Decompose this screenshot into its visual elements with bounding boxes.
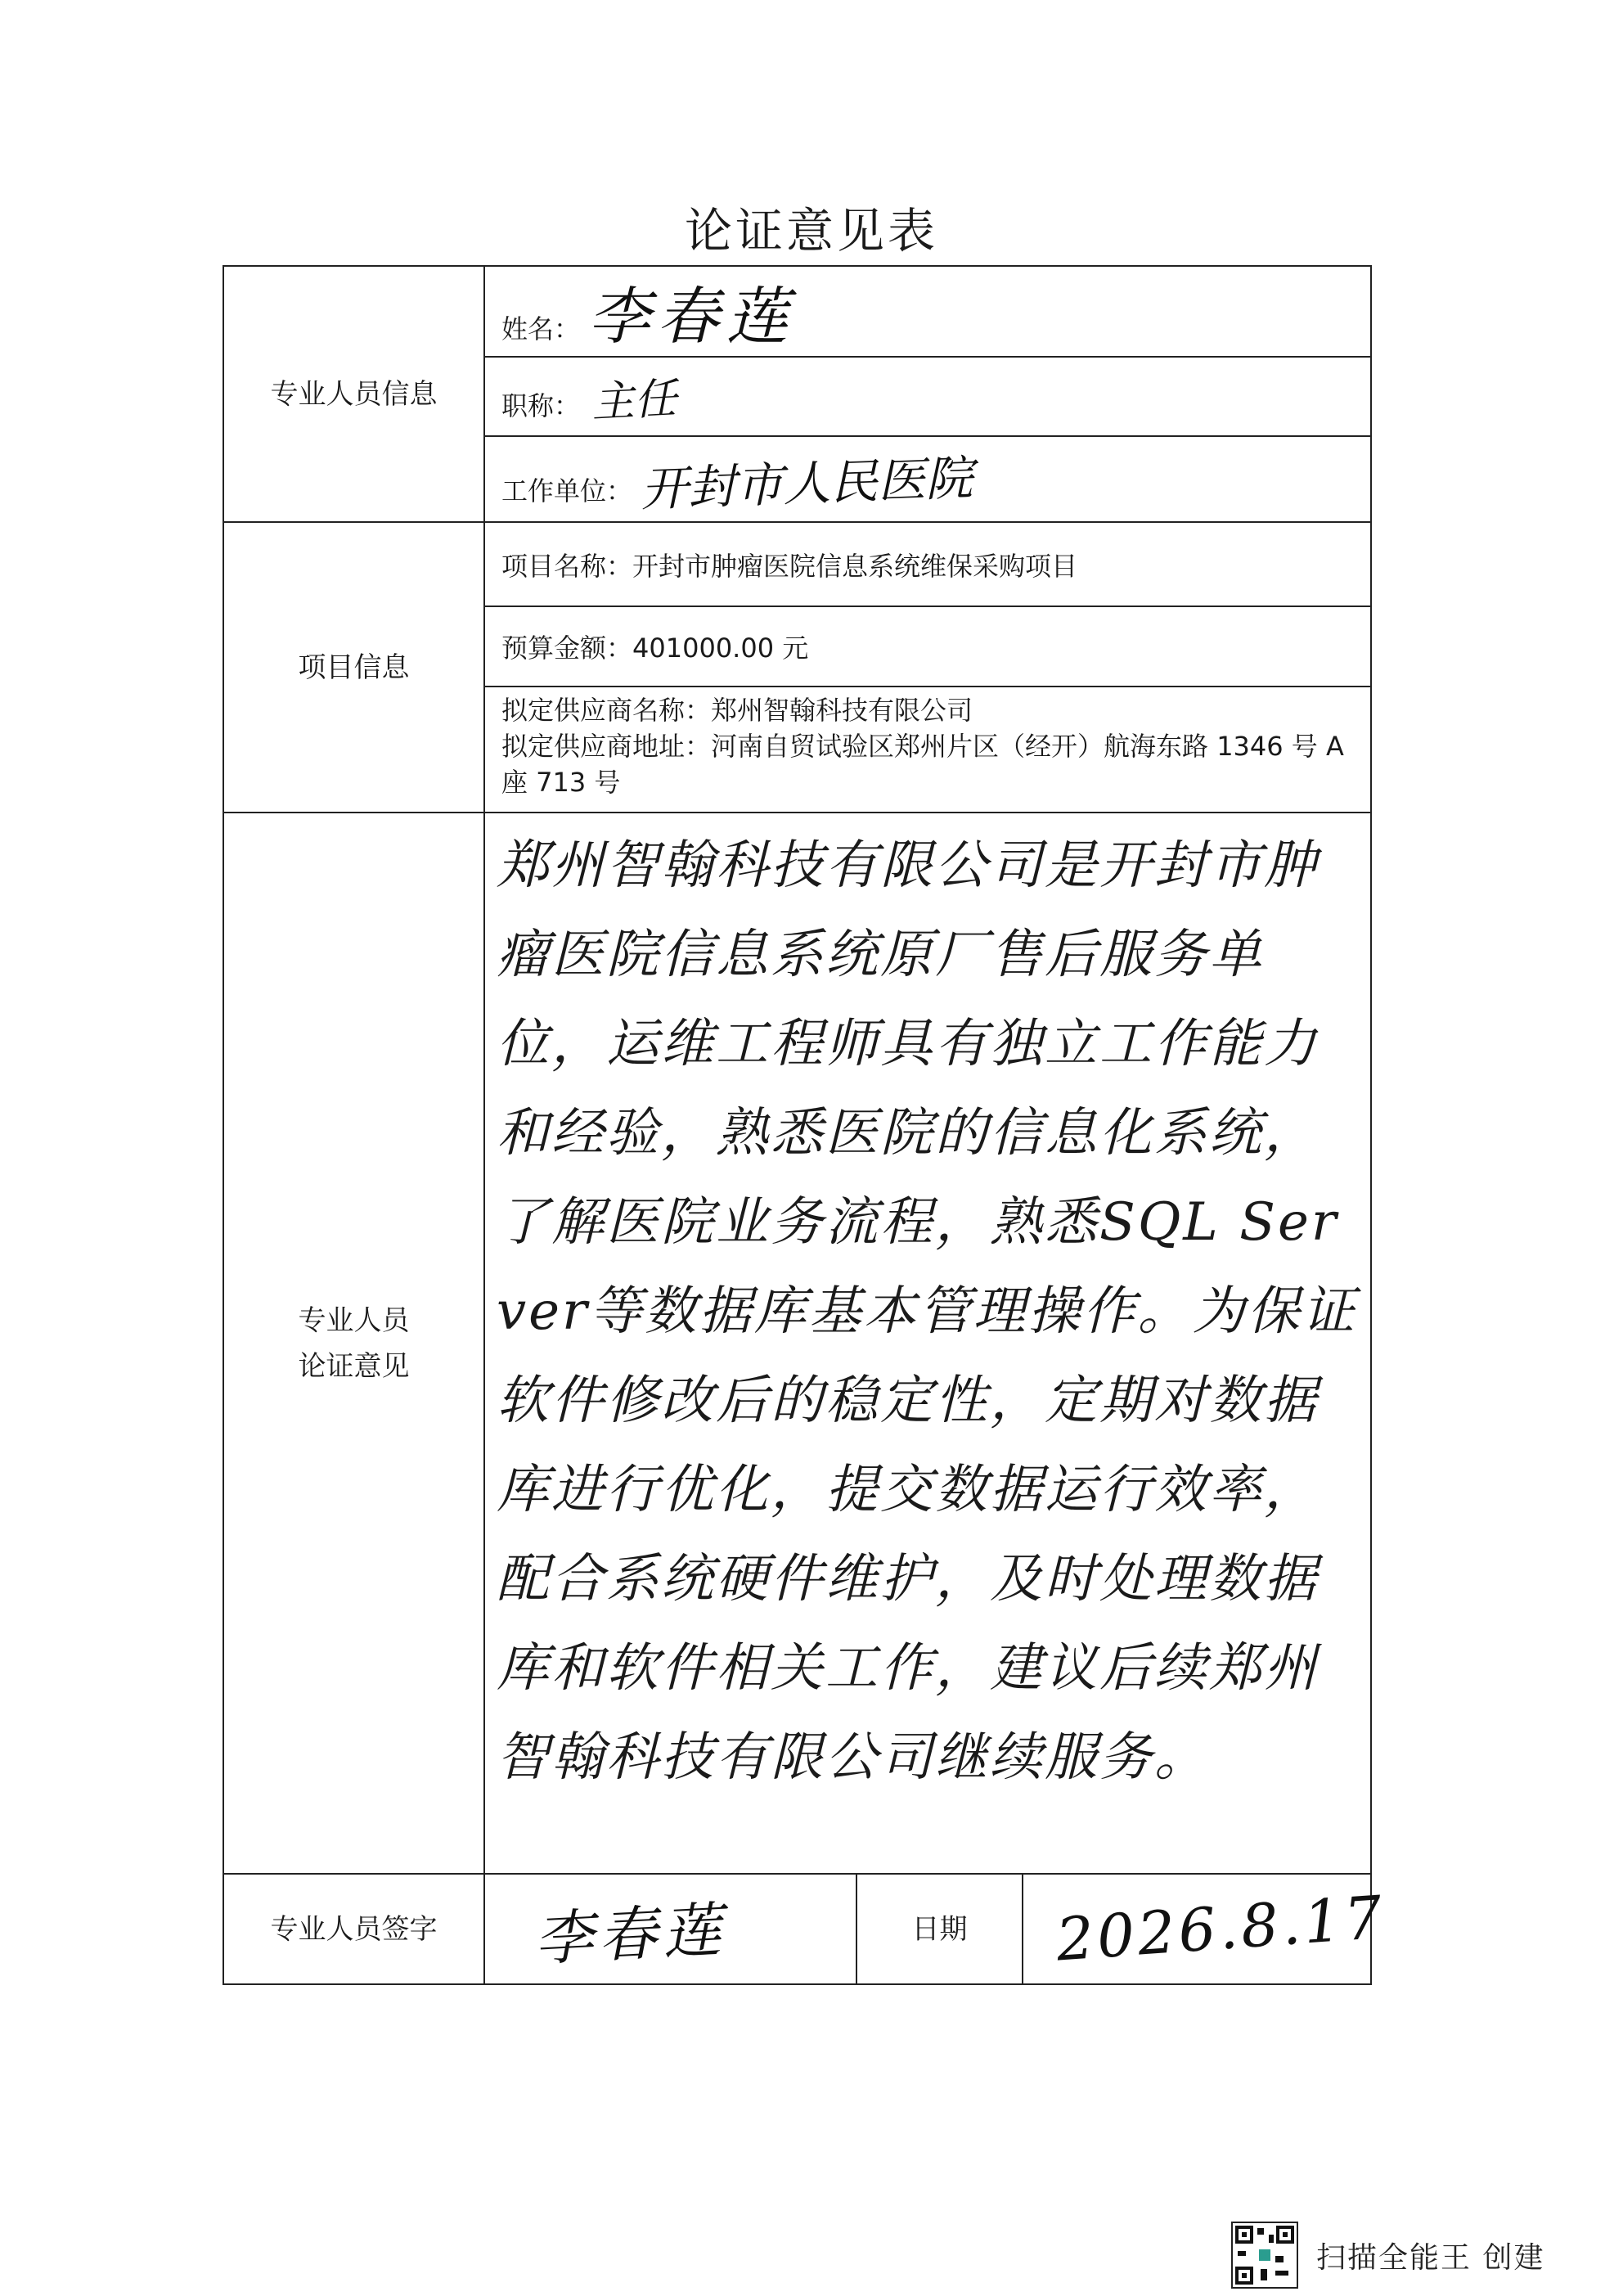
supplier-address-value: 河南自贸试验区郑州片区（经开）航海东路 1346 号 A 座 713 号 [501, 731, 1344, 798]
supplier-row [484, 687, 1371, 813]
date-handwritten: 2026.8.17 [1054, 1882, 1387, 1974]
date-cell [1023, 1874, 1387, 1984]
supplier-name-line [501, 692, 1354, 728]
scanner-watermark [1231, 2222, 1544, 2288]
title-row [484, 357, 1371, 436]
opinion-form-table [223, 265, 1387, 1985]
name-label: 姓名： [501, 313, 581, 344]
name-row [484, 266, 1371, 357]
qr-code-icon [1231, 2222, 1298, 2289]
budget-value: 401000.00 元 [632, 633, 809, 664]
opinion-label-line2: 论证意见 [298, 1349, 410, 1383]
signature-label: 专业人员签字 [223, 1874, 484, 1984]
signature-handwritten: 李春莲 [533, 1894, 728, 1974]
opinion-cell [484, 813, 1371, 1874]
project-name-label: 项目名称： [501, 550, 633, 582]
opinion-handwritten-text: 郑州智翰科技有限公司是开封市肿瘤医院信息系统原厂售后服务单位，运维工程师具有独立工作能力和经验，熟悉医院的信息化系统，了解医院业务流程，熟悉SQL Server等数据库基本管理操作。为保证软件修改后的稳定性，定期对数据库进行优化，提交数据运行效率，配合系统硬件维护，及时处理数据库和软件相关工作，建议后续郑州智翰科技有限公司继续服务。 [497, 835, 1357, 1788]
title-handwritten: 主任 [590, 374, 678, 428]
unit-handwritten: 开封市人民医院 [640, 449, 974, 517]
unit-row [484, 436, 1371, 522]
form-title: 论证意见表 [684, 203, 938, 259]
personnel-section-label: 专业人员信息 [223, 266, 484, 522]
signature-cell [484, 1874, 856, 1984]
title-label: 职称： [501, 390, 581, 421]
date-label: 日期 [856, 1874, 1023, 1984]
supplier-name-value: 郑州智翰科技有限公司 [711, 695, 973, 726]
opinion-section-label [223, 813, 484, 1874]
opinion-label-line1: 专业人员 [298, 1303, 410, 1337]
supplier-address-label: 拟定供应商地址： [501, 731, 712, 762]
name-handwritten: 李春莲 [588, 280, 795, 353]
supplier-name-label: 拟定供应商名称： [501, 695, 712, 726]
watermark-text: 扫描全能王 创建 [1316, 2240, 1545, 2275]
budget-label: 预算金额： [501, 633, 633, 664]
unit-label: 工作单位： [501, 475, 633, 506]
project-name-value: 开封市肿瘤医院信息系统维保采购项目 [632, 550, 1078, 582]
budget-row [484, 606, 1371, 687]
supplier-address-line [501, 728, 1354, 800]
project-section-label: 项目信息 [223, 522, 484, 813]
project-name-row [484, 522, 1371, 606]
